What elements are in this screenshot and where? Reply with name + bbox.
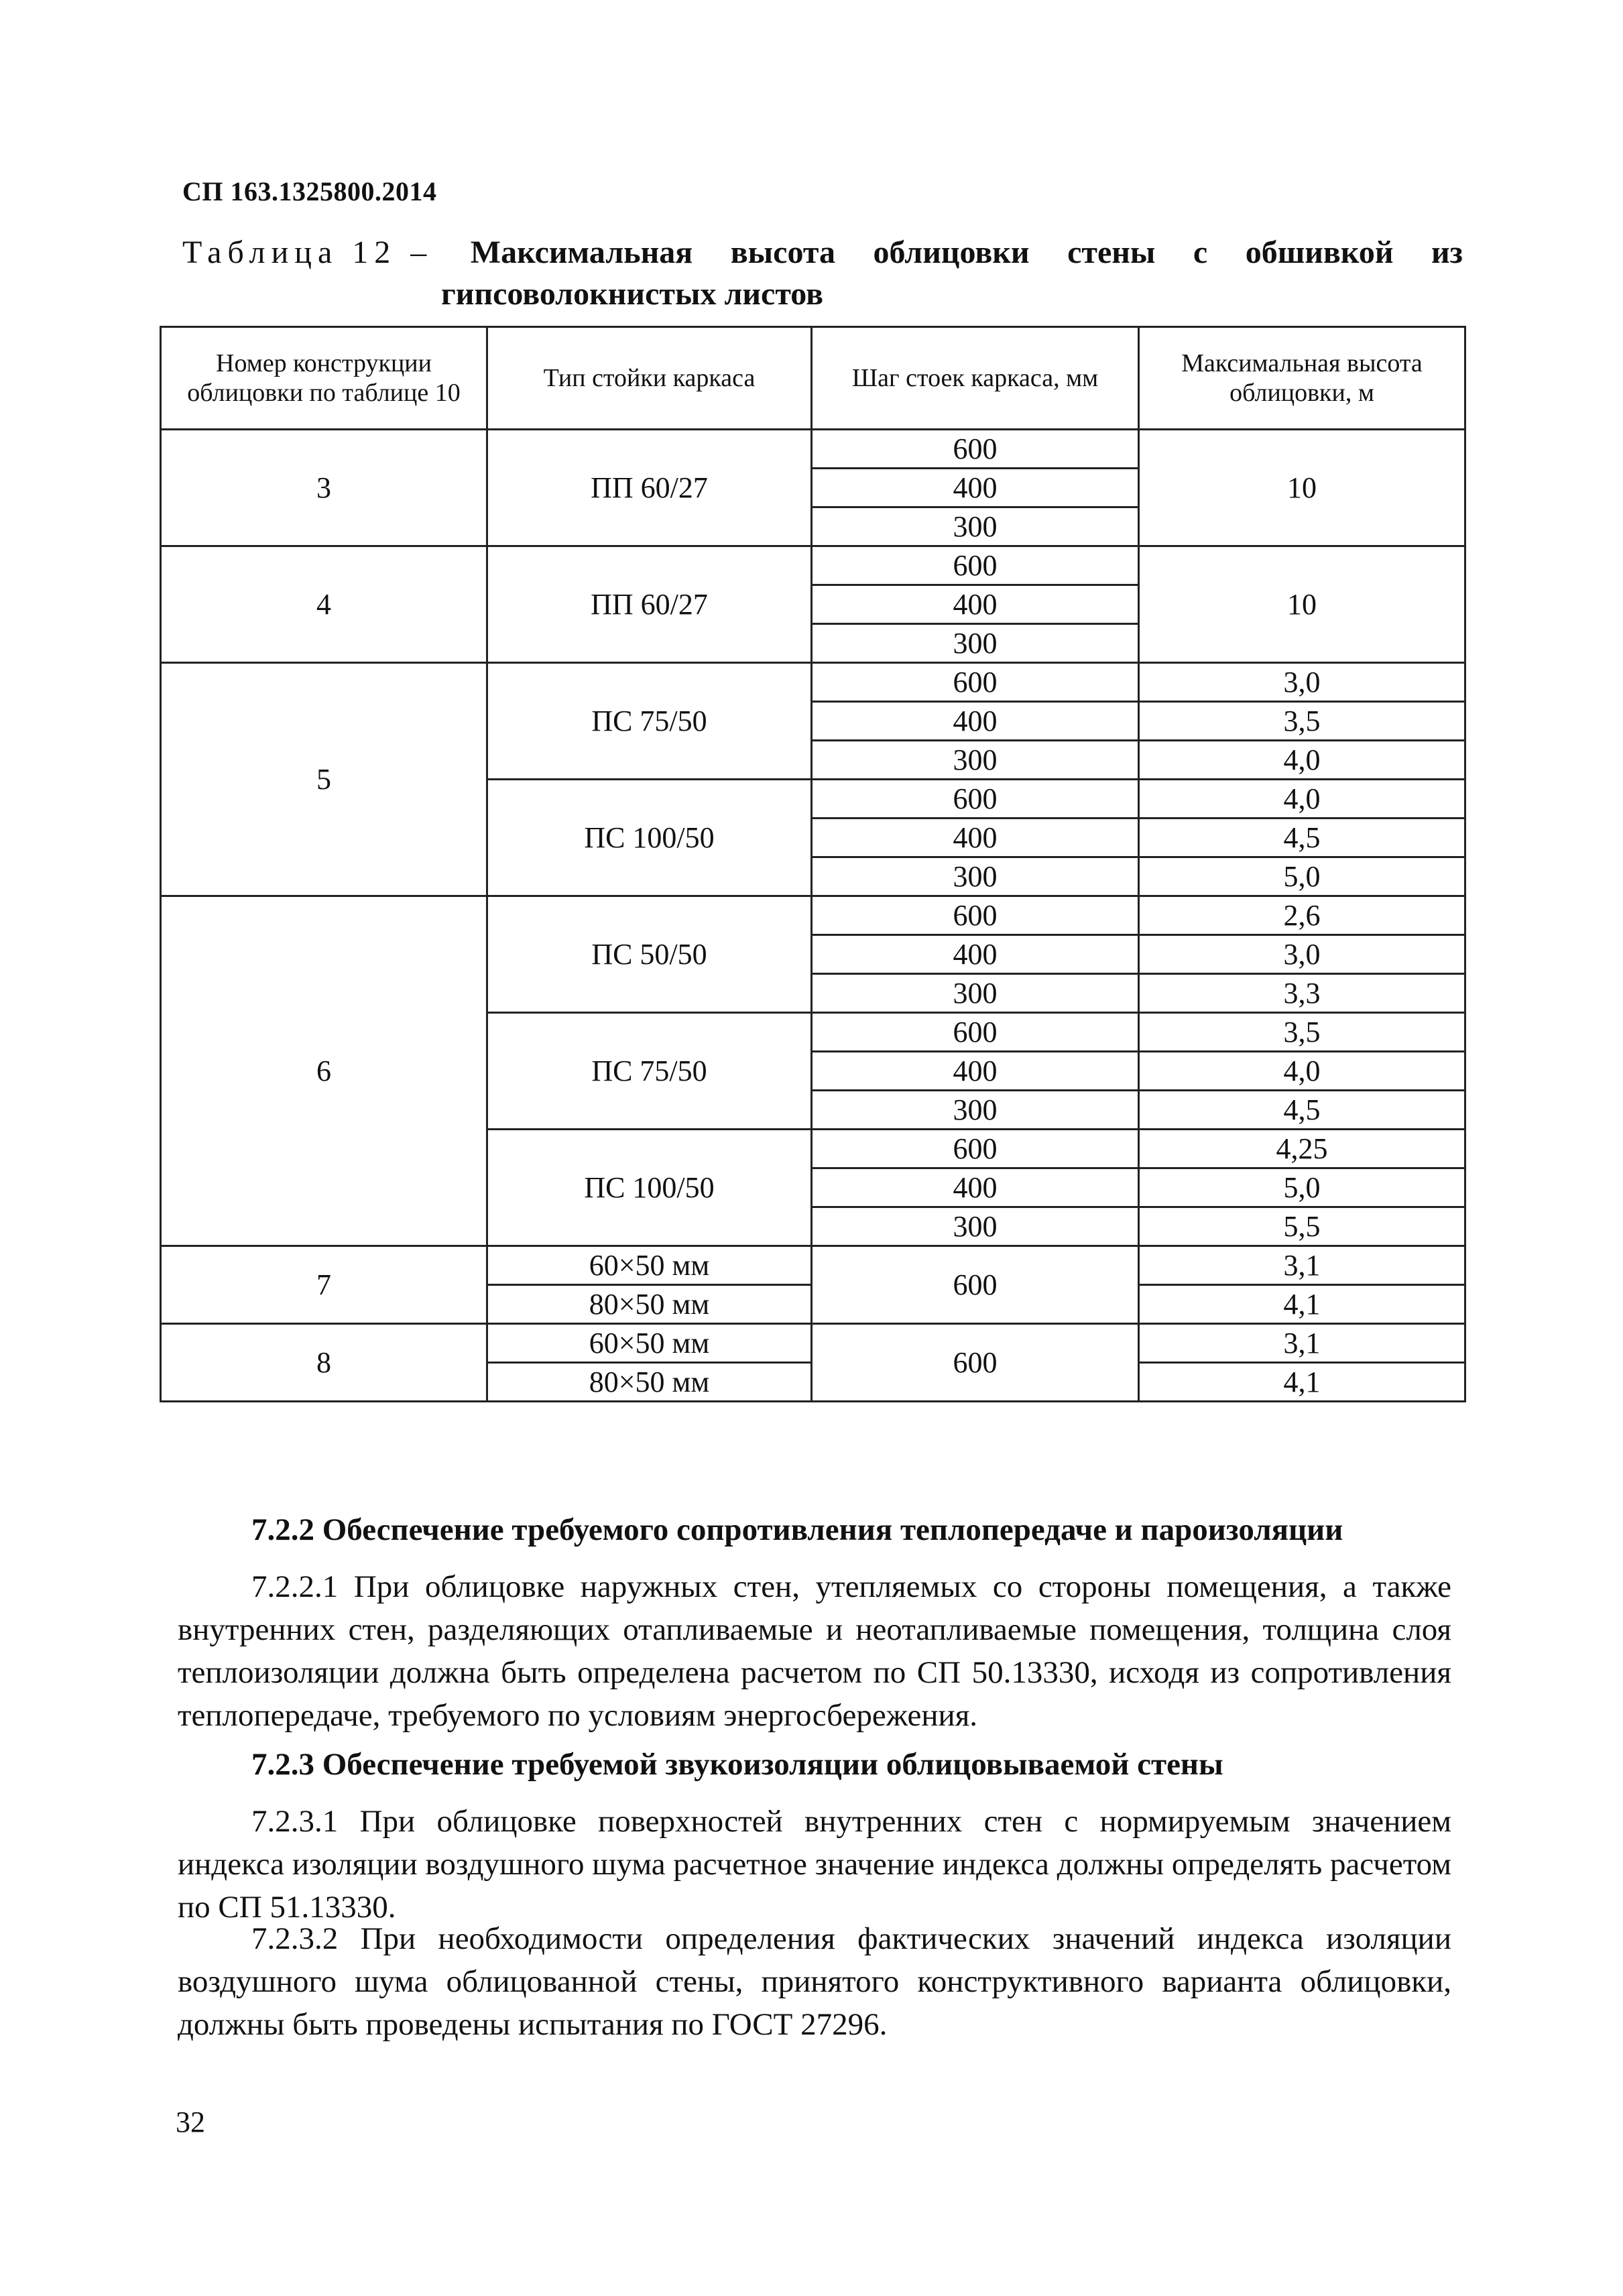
max-height-cell: 4,0 [1139, 741, 1465, 780]
step-cell: 400 [812, 585, 1139, 624]
step-cell: 400 [812, 702, 1139, 741]
section-heading: 7.2.2 Обеспечение требуемого сопротивления теплопередаче и пароизоляции [251, 1512, 1343, 1547]
max-height-cell: 3,0 [1139, 935, 1465, 974]
table-caption-line2: гипсоволокнистых листов [441, 276, 823, 312]
max-height-cell: 3,3 [1139, 974, 1465, 1013]
max-height-cell: 4,25 [1139, 1130, 1465, 1168]
step-cell: 300 [812, 624, 1139, 663]
step-cell: 600 [812, 1324, 1139, 1402]
step-cell: 600 [812, 1130, 1139, 1168]
construction-number-cell: 5 [161, 663, 487, 896]
max-height-cell: 5,0 [1139, 857, 1465, 896]
construction-number-cell: 7 [161, 1246, 487, 1324]
table-caption-word: из [1431, 235, 1463, 270]
max-height-cell: 10 [1139, 546, 1465, 663]
frame-type-cell: ПС 100/50 [487, 780, 812, 896]
table-row [161, 663, 1465, 702]
max-height-cell: 4,0 [1139, 1052, 1465, 1091]
table-row [161, 430, 1465, 469]
max-height-cell: 4,0 [1139, 780, 1465, 819]
table-caption-line1 [182, 232, 1463, 274]
frame-type-cell: 60×50 мм [487, 1246, 812, 1285]
page-number: 32 [176, 2106, 205, 2138]
step-cell: 300 [812, 974, 1139, 1013]
step-cell: 600 [812, 896, 1139, 935]
frame-type-cell: ПП 60/27 [487, 546, 812, 663]
max-height-cell: 3,1 [1139, 1246, 1465, 1285]
paragraph: 7.2.3.2 При необходимости определения фактических значений индекса изоляции воздушного шума облицованной стены, принятого конструктивного варианта облицовки, должны быть проведены испытания по ГОСТ 27296. [178, 1921, 1451, 2042]
frame-type-cell: ПП 60/27 [487, 430, 812, 546]
table-caption-word: Максимальная [470, 235, 693, 270]
step-cell: 300 [812, 741, 1139, 780]
table-row [161, 896, 1465, 935]
max-height-cell: 2,6 [1139, 896, 1465, 935]
step-cell: 600 [812, 663, 1139, 702]
max-height-cell: 4,5 [1139, 819, 1465, 857]
step-cell: 600 [812, 1013, 1139, 1052]
section-heading: 7.2.3 Обеспечение требуемой звукоизоляции облицовываемой стены [251, 1747, 1223, 1782]
step-cell: 300 [812, 1091, 1139, 1130]
table-caption [182, 232, 1463, 315]
paragraph: 7.2.3.1 При облицовке поверхностей внутренних стен с нормируемым значением индекса изоляции воздушного шума расчетное значение индекса должны определять расчетом по СП 51.13330. [178, 1804, 1451, 1925]
construction-number-cell: 6 [161, 896, 487, 1246]
frame-type-cell: 80×50 мм [487, 1363, 812, 1402]
step-cell: 400 [812, 1052, 1139, 1091]
max-height-cell: 4,1 [1139, 1363, 1465, 1402]
construction-number-cell: 3 [161, 430, 487, 546]
table-caption-word: облицовки [873, 235, 1030, 270]
table-body [161, 430, 1465, 1402]
frame-type-cell: ПС 50/50 [487, 896, 812, 1013]
step-cell: 600 [812, 1246, 1139, 1324]
max-height-cell: 5,0 [1139, 1168, 1465, 1207]
construction-number-cell: 4 [161, 546, 487, 663]
max-height-cell: 3,5 [1139, 702, 1465, 741]
step-cell: 300 [812, 507, 1139, 546]
step-cell: 400 [812, 469, 1139, 507]
max-height-cell: 3,1 [1139, 1324, 1465, 1363]
document-code: СП 163.1325800.2014 [182, 176, 437, 206]
step-cell: 600 [812, 546, 1139, 585]
table-caption-word: с [1193, 235, 1208, 270]
table-caption-word: стены [1067, 235, 1156, 270]
table-caption-word: высота [730, 235, 835, 270]
column-header: Тип стойки каркаса [487, 327, 812, 430]
table-row [161, 546, 1465, 585]
height-table [160, 326, 1466, 1402]
max-height-cell: 3,0 [1139, 663, 1465, 702]
step-cell: 400 [812, 1168, 1139, 1207]
frame-type-cell: 80×50 мм [487, 1285, 812, 1324]
max-height-cell: 3,5 [1139, 1013, 1465, 1052]
table-row [161, 1324, 1465, 1363]
column-header: Номер конструкции облицовки по таблице 10 [161, 327, 487, 430]
step-cell: 300 [812, 1207, 1139, 1246]
column-header: Шаг стоек каркаса, мм [812, 327, 1139, 430]
step-cell: 300 [812, 857, 1139, 896]
table-row [161, 1246, 1465, 1285]
table-caption-prefix: Таблица 12 – [182, 235, 433, 270]
max-height-cell: 5,5 [1139, 1207, 1465, 1246]
table-header [161, 327, 1465, 430]
max-height-cell: 4,1 [1139, 1285, 1465, 1324]
frame-type-cell: ПС 100/50 [487, 1130, 812, 1246]
table-caption-word: обшивкой [1245, 235, 1394, 270]
construction-number-cell: 8 [161, 1324, 487, 1402]
step-cell: 400 [812, 819, 1139, 857]
frame-type-cell: 60×50 мм [487, 1324, 812, 1363]
frame-type-cell: ПС 75/50 [487, 1013, 812, 1130]
step-cell: 600 [812, 780, 1139, 819]
step-cell: 600 [812, 430, 1139, 469]
max-height-cell: 10 [1139, 430, 1465, 546]
column-header: Максимальная высота облицовки, м [1139, 327, 1465, 430]
max-height-cell: 4,5 [1139, 1091, 1465, 1130]
paragraph: 7.2.2.1 При облицовке наружных стен, утепляемых со стороны помещения, а также внутренних стен, разделяющих отапливаемые и неотапливаемые помещения, толщина слоя теплоизоляции должна быть определена расчетом по СП 50.13330, исходя из сопротивления теплопередаче, требуемого по условиям энергосбережения. [178, 1569, 1451, 1733]
step-cell: 400 [812, 935, 1139, 974]
table-header-row [161, 327, 1465, 430]
frame-type-cell: ПС 75/50 [487, 663, 812, 780]
